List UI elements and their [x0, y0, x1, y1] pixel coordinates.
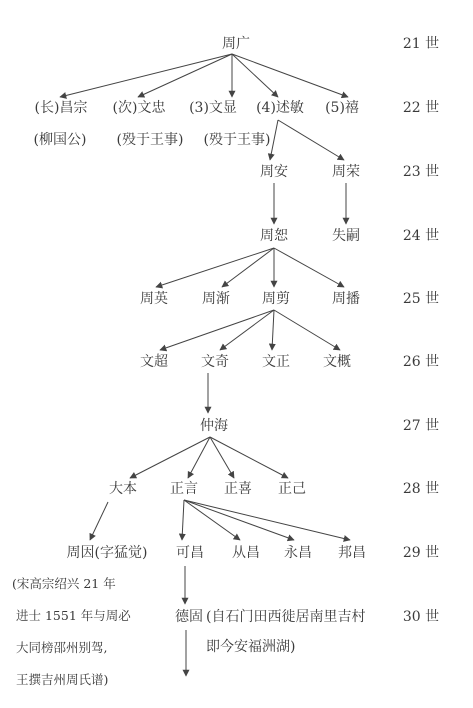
node-wenqi: 文奇: [201, 354, 229, 370]
generation-label: 29 世: [402, 545, 440, 561]
edge-shumin-zhouan: [270, 120, 278, 160]
generation-label: 24 世: [402, 228, 440, 244]
edge-daben-zhouyin: [90, 502, 108, 540]
edge-zhoujian2-wengai: [274, 310, 340, 350]
generation-label: 23 世: [402, 164, 440, 180]
node-zhoujian2: 周剪: [262, 291, 290, 307]
note-degu-line2: 即今安福洲湖): [206, 639, 296, 655]
note-zhouyin-line1: (宋高宗绍兴 21 年: [12, 576, 116, 591]
node-zhouguang: 周广: [222, 36, 250, 52]
node-shisi: 失嗣: [332, 228, 360, 244]
node-zhengxi: 正喜: [224, 481, 252, 497]
node-yongchang: 永昌: [284, 545, 312, 561]
node-wengai: 文概: [323, 354, 351, 370]
note-zhouyin-line3: 大同榜邵州别驾,: [16, 640, 108, 655]
edge-zhouguang-xi: [232, 54, 348, 97]
node-wenzhong: (次)文忠: [112, 100, 166, 116]
note-wenzhong: (殁于王事): [116, 132, 184, 148]
node-degu: 德固: [175, 609, 203, 625]
node-zhengji: 正己: [278, 481, 306, 497]
generation-label: 25 世: [402, 291, 440, 307]
note-changzong: (柳国公): [33, 132, 87, 148]
note-degu-line1: (自石门田西徙居南里吉村: [206, 609, 366, 625]
node-zhouyuan: 周恕: [260, 228, 288, 244]
node-wenchao: 文超: [140, 354, 168, 370]
node-zhoubo: 周播: [332, 291, 360, 307]
note-zhouyin-line2: 进士 1551 年与周必: [16, 608, 131, 623]
edge-zhoujian2-wenchao: [160, 310, 274, 350]
edge-zhouguang-wenzhong: [138, 54, 232, 97]
edge-zhouguang-shumin: [232, 54, 278, 97]
node-daben: 大本: [109, 481, 137, 497]
edge-zhengyan-congchang: [184, 500, 240, 540]
node-wenzheng: 文正: [262, 354, 290, 370]
edge-shumin-zhourong: [278, 120, 344, 160]
node-zhouan: 周安: [260, 164, 288, 180]
node-bangchang: 邦昌: [338, 545, 366, 561]
edge-zhengyan-kechang: [182, 500, 184, 540]
edge-zhouyuan-zhoujian: [222, 248, 274, 287]
node-changzong: (长)昌宗: [34, 100, 88, 116]
generation-label: 26 世: [402, 354, 440, 370]
node-zhouyin: 周因(字猛觉): [66, 545, 148, 561]
node-congchang: 从昌: [232, 545, 260, 561]
node-wenxian: (3)文显: [189, 100, 237, 116]
note-wenxian: (殁于王事): [203, 132, 271, 148]
edge-zhengyan-bangchang: [184, 500, 350, 540]
generation-label: 21 世: [402, 36, 440, 52]
node-zhourong: 周荣: [332, 164, 360, 180]
note-zhouyin-line4: 王撰吉州周氏谱): [16, 672, 109, 687]
node-zhoujian: 周渐: [202, 291, 230, 307]
edge-zhoujian2-wenqi: [220, 310, 274, 350]
generation-label: 28 世: [402, 481, 440, 497]
edge-zhengyan-yongchang: [184, 500, 294, 540]
generation-label: 27 世: [402, 418, 440, 434]
node-shumin: (4)述敏: [256, 100, 304, 116]
edge-zhouguang-changzong: [60, 54, 232, 97]
edge-zhouyuan-zhoubo: [274, 248, 344, 287]
node-kechang: 可昌: [176, 545, 204, 561]
edge-zhoujian2-wenzheng: [272, 310, 274, 350]
generation-label: 30 世: [402, 609, 440, 625]
generation-label: 22 世: [402, 100, 440, 116]
node-zhonghai: 仲海: [200, 418, 228, 434]
edge-zhouyuan-zhouying: [156, 248, 274, 287]
edge-zhonghai-daben: [130, 437, 210, 478]
node-zhouying: 周英: [140, 291, 168, 307]
node-zhengyan: 正言: [170, 481, 198, 497]
node-xi: (5)禧: [325, 100, 359, 116]
